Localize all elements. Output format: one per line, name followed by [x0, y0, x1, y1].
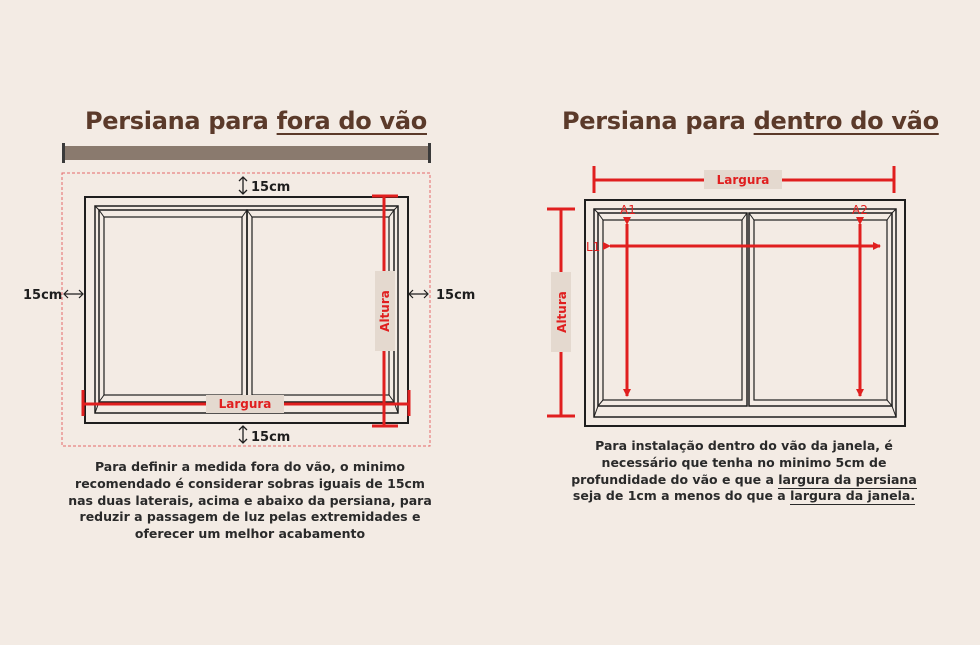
right-desc-link1: largura da persiana: [778, 471, 917, 487]
marker-a1: A1: [620, 203, 636, 217]
right-title-prefix: Persiana para: [562, 107, 754, 135]
left-diagram: [23, 143, 475, 446]
left-title-prefix: Persiana para: [85, 107, 277, 135]
right-diagram: [547, 166, 905, 426]
dim-right-label: 15cm: [436, 288, 476, 303]
dim-bottom-label: 15cm: [251, 430, 291, 445]
left-title-underlined: fora do vão: [276, 107, 427, 135]
right-description: [562, 438, 926, 505]
right-width-label: Largura: [716, 173, 770, 187]
dim-left: [23, 288, 83, 303]
right-title-underlined: dentro do vão: [753, 107, 939, 135]
left-width-label: Largura: [218, 397, 272, 411]
right-height-label: Altura: [555, 291, 569, 333]
right-window-frame: [585, 200, 905, 426]
right-desc-part2: seja de 1cm a menos do que a: [572, 488, 791, 504]
right-desc-part1: Para instalação dentro do vão da janela, é necessário que tenha no minimo 5cm de profundidade do vão e que a: [571, 438, 893, 487]
left-window-frame: [85, 197, 408, 423]
dim-top: [239, 177, 290, 195]
marker-a2: A2: [852, 203, 868, 217]
dim-top-label: 15cm: [251, 180, 291, 195]
curtain-rod: [64, 146, 430, 160]
dim-bottom: [239, 426, 290, 445]
left-height-label: Altura: [378, 290, 392, 332]
dim-right: [409, 288, 475, 303]
marker-l1: L1: [586, 240, 601, 254]
dim-left-label: 15cm: [23, 288, 63, 303]
left-description: Para definir a medida fora do vão, o minimo recomendado é considerar sobras iguais de 15cm nas duas laterais, acima e abaixo da persiana, para reduzir a passagem de luz pelas extremidades e oferecer um melhor acabamento: [68, 459, 432, 542]
right-desc-link2: largura da janela.: [790, 488, 916, 504]
